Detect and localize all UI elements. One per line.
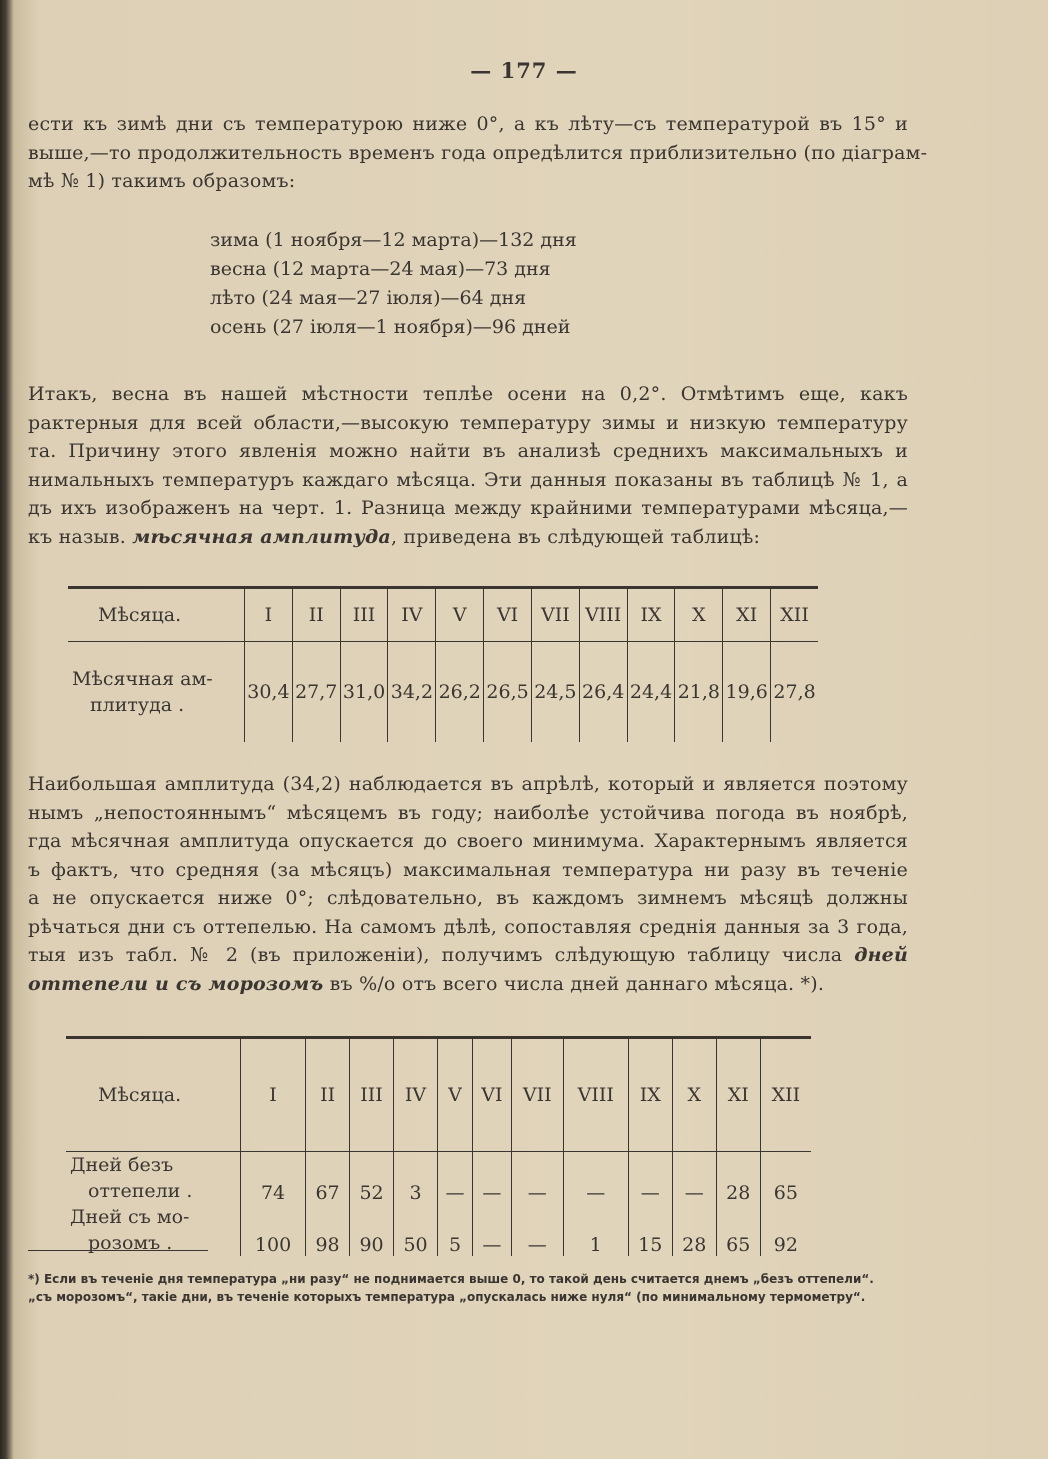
month-header: IX — [627, 588, 675, 642]
row-label — [66, 1152, 241, 1205]
table-cell: 74 — [241, 1152, 306, 1205]
text-line: нимальныхъ температуръ каждаго мѣсяца. Эти данныя показаны въ таблицѣ № 1, а — [28, 468, 908, 491]
month-header: IV — [388, 588, 436, 642]
row-label-line: оттепели . — [88, 1180, 193, 1202]
table-cell: 98 — [306, 1204, 350, 1256]
table-row — [68, 642, 818, 743]
text-line: а не опускается ниже 0°; слѣдовательно, въ каждомъ зимнемъ мѣсяцѣ должны — [28, 887, 908, 909]
month-header: XII — [760, 1038, 811, 1152]
amplitude-table — [68, 586, 818, 742]
text-fragment: въ %/о отъ всего числа дней даннаго мѣсяца. *). — [329, 972, 825, 995]
text-line: рактерныя для всей области,—высокую температуру зимы и низкую температуру — [28, 411, 908, 434]
text-line: выше,—то продолжительность временъ года опредѣлится приблизительно (по діаграм- — [28, 141, 928, 164]
table-cell: 65 — [760, 1152, 811, 1205]
text-line: мѣ № 1) такимъ образомъ: — [28, 170, 296, 192]
table-cell: 5 — [438, 1204, 473, 1256]
table-cell: 28 — [716, 1152, 760, 1205]
footnote-line: „съ морозомъ“, такіе дни, въ теченіе которыхъ температура „опускалась ниже нуля“ (по минимальному термометру“. — [28, 1290, 866, 1304]
text-line: Наибольшая амплитуда (34,2) наблюдается въ апрѣлѣ, который и является поэтому — [28, 773, 908, 795]
month-header: XI — [723, 588, 771, 642]
table-cell: — — [511, 1204, 563, 1256]
table-cell: — — [438, 1152, 473, 1205]
month-header: VII — [511, 1038, 563, 1152]
month-header: II — [306, 1038, 350, 1152]
row-label — [68, 642, 245, 743]
text-line: гда мѣсячная амплитуда опускается до своего минимума. Характернымъ является — [28, 830, 908, 852]
text-line — [28, 523, 908, 552]
table-header-label: Мѣсяца. — [66, 1038, 241, 1152]
month-header: X — [672, 1038, 716, 1152]
table-cell: — — [672, 1152, 716, 1205]
row-label-line: Дней съ мо- — [70, 1206, 190, 1228]
table-cell: — — [563, 1152, 628, 1205]
season-winter: зима (1 ноября—12 марта)—132 дня — [210, 229, 577, 251]
paragraph-seasons-intro — [28, 110, 928, 196]
table-cell: 52 — [350, 1152, 394, 1205]
table-cell: 24,4 — [627, 642, 675, 743]
text-line: Итакъ, весна въ нашей мѣстности теплѣе осени на 0,2°. Отмѣтимъ еще, какъ — [28, 383, 908, 405]
text-line: ести къ зимѣ дни съ температурою ниже 0°, а къ лѣту—съ температурой въ 15° и — [28, 113, 908, 135]
table-header-row — [68, 588, 818, 642]
month-header: V — [438, 1038, 473, 1152]
month-header: VIII — [579, 588, 627, 642]
month-header: VI — [484, 588, 532, 642]
month-header: I — [241, 1038, 306, 1152]
table-cell: 19,6 — [723, 642, 771, 743]
text-fragment: , приведена въ слѣдующей таблицѣ: — [390, 525, 761, 548]
table-cell: 50 — [394, 1204, 438, 1256]
paragraph-amplitude — [28, 380, 908, 551]
table-row — [66, 1152, 811, 1205]
table-cell: 90 — [350, 1204, 394, 1256]
season-spring: весна (12 марта—24 мая)—73 дня — [210, 258, 551, 280]
table-cell: 3 — [394, 1152, 438, 1205]
table-cell: — — [472, 1152, 511, 1205]
table-cell: 30,4 — [245, 642, 293, 743]
month-header: II — [292, 588, 340, 642]
row-label-line: розомъ . — [88, 1232, 173, 1254]
season-summer: лѣто (24 мая—27 іюля)—64 дня — [210, 287, 527, 309]
table-cell: 15 — [628, 1204, 672, 1256]
month-header: III — [340, 588, 388, 642]
table-cell: 21,8 — [675, 642, 723, 743]
month-header: I — [245, 588, 293, 642]
emphasis-term: дней — [854, 944, 908, 966]
month-header: VII — [531, 588, 579, 642]
text-line — [28, 941, 908, 970]
table-cell: 28 — [672, 1204, 716, 1256]
row-label-line: Мѣсячная ам- — [72, 668, 213, 690]
table-header-row — [66, 1038, 811, 1152]
emphasis-term: оттепели и съ морозомъ — [28, 972, 324, 995]
text-fragment: къ назыв. — [28, 525, 127, 548]
footnote-line: *) Если въ теченіе дня температура „ни разу“ не поднимается выше 0, то такой день считается днемъ „безъ оттепели“. — [28, 1272, 874, 1286]
thaw-frost-table — [66, 1036, 811, 1256]
text-line — [28, 970, 908, 999]
table-cell: 24,5 — [531, 642, 579, 743]
month-header: III — [350, 1038, 394, 1152]
table-cell: 26,5 — [484, 642, 532, 743]
table-cell: 27,8 — [771, 642, 818, 743]
row-label-line: Дней безъ — [70, 1154, 174, 1176]
text-line: та. Причину этого явленія можно найти въ анализѣ среднихъ максимальныхъ и — [28, 440, 908, 462]
table-cell: 1 — [563, 1204, 628, 1256]
table-cell: 67 — [306, 1152, 350, 1205]
seasons-list — [210, 226, 577, 342]
month-header: VIII — [563, 1038, 628, 1152]
table-header-label: Мѣсяца. — [68, 588, 245, 642]
season-autumn: осень (27 іюля—1 ноября)—96 дней — [210, 316, 571, 338]
month-header: IV — [394, 1038, 438, 1152]
table-row — [66, 1204, 811, 1256]
emphasis-term: мѣсячная амплитуда — [132, 525, 391, 548]
text-fragment: тыя изъ табл. № 2 (въ приложеніи), получимъ слѣдующую таблицу числа — [28, 944, 843, 966]
month-header: IX — [628, 1038, 672, 1152]
table-cell: 27,7 — [292, 642, 340, 743]
month-header: XII — [771, 588, 818, 642]
paragraph-thaw-frost — [28, 770, 908, 998]
month-header: XI — [716, 1038, 760, 1152]
table-cell: — — [628, 1152, 672, 1205]
text-line: рѣчаться дни съ оттепелью. На самомъ дѣлѣ, сопоставляя среднія данныя за 3 года, — [28, 915, 908, 938]
table-cell: 31,0 — [340, 642, 388, 743]
row-label — [66, 1204, 241, 1256]
text-line: дъ ихъ изображенъ на черт. 1. Разница между крайними температурами мѣсяца,— — [28, 497, 908, 519]
text-line: ъ фактъ, что средняя (за мѣсяцъ) максимальная температура ни разу въ теченіе — [28, 858, 908, 881]
month-header: VI — [472, 1038, 511, 1152]
month-header: V — [436, 588, 484, 642]
footnote — [28, 1270, 908, 1306]
page-number: — 177 — — [470, 58, 578, 83]
text-line: нымъ „непостояннымъ“ мѣсяцемъ въ году; наиболѣе устойчива погода въ ноябрѣ, — [28, 801, 908, 824]
row-label-line: плитуда . — [90, 694, 185, 716]
table-cell: 26,4 — [579, 642, 627, 743]
table-cell: 26,2 — [436, 642, 484, 743]
table-cell: 34,2 — [388, 642, 436, 743]
table-cell: 92 — [760, 1204, 811, 1256]
footnote-rule — [28, 1250, 208, 1251]
month-header: X — [675, 588, 723, 642]
table-cell: — — [472, 1204, 511, 1256]
table-cell: — — [511, 1152, 563, 1205]
table-cell: 100 — [241, 1204, 306, 1256]
table-cell: 65 — [716, 1204, 760, 1256]
